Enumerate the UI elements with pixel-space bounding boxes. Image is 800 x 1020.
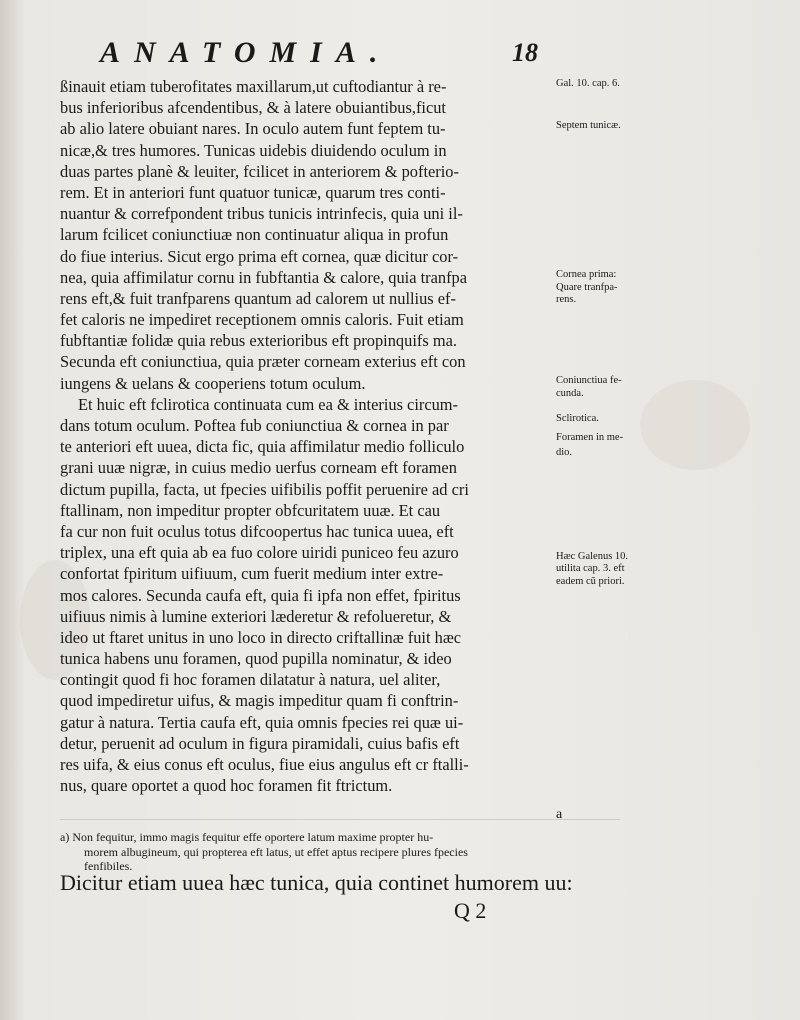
text-line: rem. Et in anteriori funt quatuor tunicæ, quarum tres conti- (60, 182, 446, 202)
text-line: fa cur non fuit oculus totus difcoopertus hac tunica uuea, eft (60, 521, 454, 541)
text-line: nus, quare oportet a quod hoc foramen fit ftrictum. (60, 776, 393, 796)
margin-note: Gal. 10. cap. 6. (556, 78, 620, 89)
text-line: iungens & uelans & cooperiens totum oculum. (60, 373, 366, 393)
footnote-line-3: fenfibiles. (84, 859, 133, 874)
footnote-marker: a (556, 807, 563, 822)
text-line: fet caloris ne impediret receptionem omnis caloris. Fuit etiam (60, 310, 464, 330)
footnote-label: a) (60, 830, 70, 844)
text-line: nicæ,& tres humores. Tunicas uidebis diuidendo oculum in (60, 140, 447, 160)
text-line: grani uuæ nigræ, in cuius medio uerfus corneam eft foramen (60, 458, 457, 478)
text-line: dictum pupilla, facta, ut fpecies uifibilis poffit peruenire ad cri (60, 479, 469, 499)
text-line: triplex, una eft quia ab ea fuo colore uiridi puniceo feu azuro (60, 543, 459, 563)
margin-note: cunda. (556, 387, 584, 399)
text-line: nuantur & correfpondent tribus tunicis intrinfecis, quia uni il- (60, 204, 463, 224)
page-header (0, 36, 800, 76)
footnote-text: Non fequitur, immo magis fequitur effe oportere latum maxime propter hu- (72, 830, 434, 844)
text-line: quod impediretur uifus, & magis impeditur quam fi conftrin- (60, 691, 459, 711)
main-text-block (60, 76, 550, 796)
text-line: Et huic eft fclirotica continuata cum ea & interius circum- (78, 394, 459, 414)
text-line: fubftantiæ folidæ quia rebus exterioribus eft propinquifs ma. (60, 331, 457, 351)
signature-mark: Q 2 (454, 898, 487, 923)
footnote (60, 830, 620, 874)
margin-note: Septem tunicæ. (556, 120, 621, 132)
footnote-line-2: morem albugineum, qui propterea eft latus, ut effet aptus recipere plures fpecies (84, 844, 468, 859)
text-line: uifiuus nimis à lumine exteriori læderetur & refolueretur, & (60, 606, 452, 626)
text-line: ideo ut ftaret unitus in uno loco in directo criftallinæ fuit hæc (60, 627, 462, 647)
text-line: ftallinam, non impeditur propter obfcuritatem uuæ. Et cau (60, 500, 441, 520)
text-line: rens eft,& fuit tranfparens quantum ad calorem ut nullius ef- (60, 288, 456, 308)
margin-note: Cornea prima: (556, 268, 617, 280)
text-line: confortat fpiritum uifiuum, cum fuerit medium inter extre- (60, 564, 444, 584)
margin-note: Quare tranfpa- (556, 281, 618, 293)
text-line: detur, peruenit ad oculum in figura piramidali, cuius bafis eft (60, 733, 460, 753)
text-line: contingit quod fi hoc foramen dilatatur à natura, uel aliter, (60, 670, 441, 690)
footnote-divider (60, 819, 620, 820)
text-line: mos calores. Secunda caufa eft, quia fi ipfa non effet, fpiritus (60, 585, 461, 605)
running-title: ANATOMIA. (100, 36, 392, 69)
margin-note: Foramen in me- (556, 432, 624, 444)
text-line: Secunda eft coniunctiua, quia præter corneam exterius eft con (60, 352, 466, 372)
text-line: nea, quia affimilatur cornu in fubftantia & calore, quia tranfpa (60, 267, 468, 287)
text-line: te anteriori eft uuea, dicta fic, quia affimilatur medio folliculo (60, 437, 465, 457)
paper-stain (640, 380, 750, 470)
text-line: dans totum oculum. Poftea fub coniunctiua & cornea in par (60, 416, 449, 435)
text-line: gatur à natura. Tertia caufa eft, quia omnis fpecies rei quæ ui- (60, 712, 464, 732)
text-line: tunica habens unu foramen, quod pupilla nominatur, & ideo (60, 649, 452, 669)
margin-note: Hæc Galenus 10. (556, 550, 629, 562)
text-line: ab alio latere obuiant nares. In oculo autem funt feptem tu- (60, 119, 446, 139)
footnote-line-1 (60, 830, 620, 845)
text-line: res uifa, & eius conus eft oculus, fiue eius angulus eft cr ftalli- (60, 755, 469, 774)
margin-note: utilita cap. 3. eft (556, 563, 625, 575)
margin-note: rens. (556, 294, 577, 306)
margin-note: Sclirotica. (556, 412, 599, 424)
text-line: bus inferioribus afcendentibus, & à latere obuiantibus,ficut (60, 98, 446, 118)
text-line: do fiue interius. Sicut ergo prima eft cornea, quæ dicitur cor- (60, 246, 459, 266)
margin-note: eadem cũ priori. (556, 576, 625, 588)
catchline: Dicitur etiam uuea hæc tunica, quia continet humorem uu: (60, 870, 573, 895)
margin-note: dio. (556, 446, 573, 458)
text-line: duas partes planè & leuiter, fcilicet in anteriorem & pofterio- (60, 161, 459, 181)
margin-note: Coniunctiua fe- (556, 374, 622, 386)
text-line: ßinauit etiam tuberofitates maxillarum,ut cuftodiantur à re- (60, 77, 447, 96)
page-number: 18 (512, 38, 538, 67)
text-line: larum fcilicet coniunctiuæ non continuatur aliqua in profun (60, 225, 449, 245)
